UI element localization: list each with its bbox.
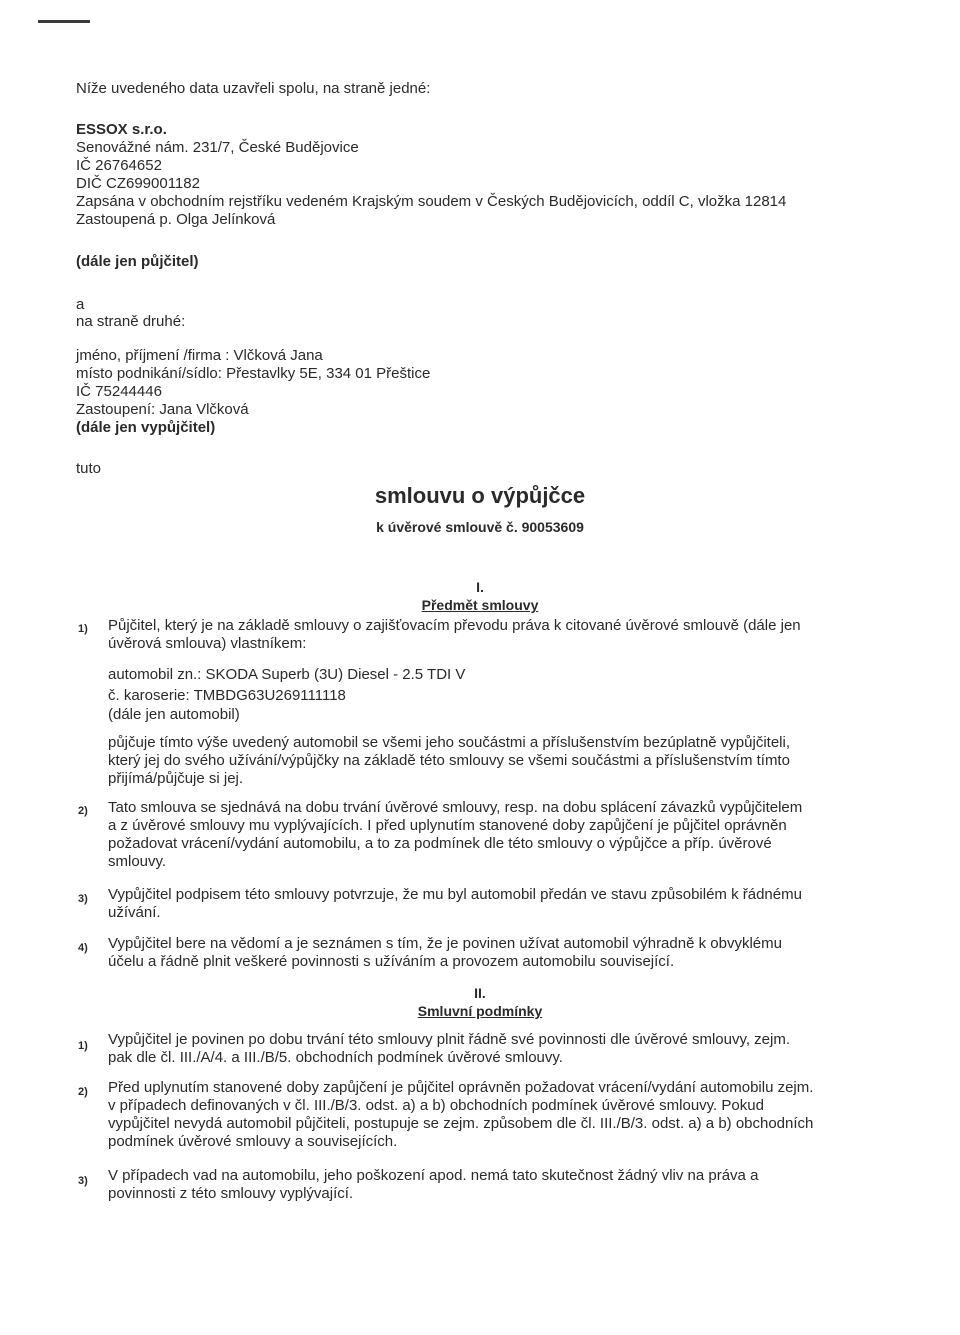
section-2-item-2-text [108, 1079, 868, 1151]
lender-ic: IČ 26764652 [76, 157, 162, 174]
text-line: Vypůjčitel je povinen po dobu trvání této smlouvy plnit řádně své povinnosti dle úvěrové smlouvy, zejm. [108, 1031, 791, 1048]
lend-text [108, 734, 868, 788]
borrower-role: (dále jen vypůjčitel) [76, 419, 216, 436]
section-2-heading: Smluvní podmínky [417, 1003, 543, 1019]
other-side-text: na straně druhé: [76, 313, 186, 330]
text-line: úvěrová smlouva) vlastníkem: [108, 635, 307, 652]
and-text: a [76, 296, 85, 313]
lender-role: (dále jen půjčitel) [76, 253, 199, 270]
section-2-item-1-number: 1) [78, 1040, 88, 1052]
section-1-item-3-number: 3) [78, 893, 88, 905]
scan-mark [38, 20, 90, 23]
section-2-item-2-number: 2) [78, 1086, 88, 1098]
car-role: (dále jen automobil) [108, 706, 240, 723]
text-line: podmínek úvěrové smlouvy a souvisejících. [108, 1133, 398, 1150]
text-line: Půjčitel, který je na základě smlouvy o zajišťovacím převodu práva k citované úvěrové smlouvě (dále jen [108, 617, 801, 634]
section-1-numeral: I. [476, 579, 484, 595]
car-vin: č. karoserie: TMBDG63U269111118 [108, 687, 346, 704]
lender-represented: Zastoupená p. Olga Jelínková [76, 211, 276, 228]
text-line: Vypůjčitel bere na vědomí a je seznámen s tím, že je povinen užívat automobil výhradně k obvyklému [108, 935, 782, 952]
text-line: Před uplynutím stanovené doby zapůjčení je půjčitel oprávněn požadovat vrácení/vydání automobilu zejm. [108, 1079, 814, 1096]
section-2-numeral: II. [474, 985, 486, 1001]
borrower-represented: Zastoupení: Jana Vlčková [76, 401, 249, 418]
text-line: přijímá/půjčuje si jej. [108, 770, 244, 787]
borrower-ic: IČ 75244446 [76, 383, 162, 400]
document-title: smlouvu o výpůjčce [374, 483, 586, 508]
section-1-item-1-number: 1) [78, 623, 88, 635]
section-1-item-2-text [108, 799, 868, 871]
section-1-item-4-text [108, 935, 868, 971]
section-1-item-4-number: 4) [78, 942, 88, 954]
text-line: pak dle čl. III./A/4. a III./B/5. obchodních podmínek úvěrové smlouvy. [108, 1049, 563, 1066]
car-model: automobil zn.: SKODA Superb (3U) Diesel - 2.5 TDI V [108, 666, 466, 683]
section-1-item-2-number: 2) [78, 805, 88, 817]
tuto-text: tuto [76, 460, 102, 477]
lender-register: Zapsána v obchodním rejstříku vedeném Krajským soudem v Českých Budějovicích, oddíl C, vložka 12814 [76, 193, 787, 210]
text-line: v případech definovaných v čl. III./B/3. odst. a) a b) obchodních podmínek úvěrové smlouvy. Pokud [108, 1097, 764, 1114]
text-line: a z úvěrové smlouvy mu vyplývajících. I před uplynutím stanovené doby zapůjčení je půjčitel oprávněn [108, 817, 787, 834]
section-1-heading: Předmět smlouvy [421, 597, 539, 613]
text-line: užívání. [108, 904, 161, 921]
text-line: Tato smlouva se sjednává na dobu trvání úvěrové smlouvy, resp. na dobu splácení závazků vypůjčitelem [108, 799, 803, 816]
text-line: V případech vad na automobilu, jeho poškození apod. nemá tato skutečnost žádný vliv na práva a [108, 1167, 759, 1184]
document-subtitle: k úvěrové smlouvě č. 90053609 [376, 519, 584, 535]
section-2-item-3-number: 3) [78, 1175, 88, 1187]
text-line: povinnosti z této smlouvy vyplývající. [108, 1185, 354, 1202]
borrower-name: jméno, příjmení /firma : Vlčková Jana [76, 347, 323, 364]
text-line: smlouvy. [108, 853, 167, 870]
text-line: půjčuje tímto výše uvedený automobil se všemi jeho součástmi a příslušenstvím bezúplatně vypůjčiteli, [108, 734, 790, 751]
borrower-address: místo podnikání/sídlo: Přestavlky 5E, 334 01 Přeštice [76, 365, 431, 382]
intro-text: Níže uvedeného data uzavřeli spolu, na straně jedné: [76, 80, 431, 97]
lender-address: Senovážné nám. 231/7, České Budějovice [76, 139, 359, 156]
section-1-item-3-text [108, 886, 868, 922]
text-line: který jej do svého užívání/výpůjčky na základě této smlouvy se všemi součástmi a příslušenstvím tímto [108, 752, 790, 769]
section-2-item-1-text [108, 1031, 868, 1067]
text-line: Vypůjčitel podpisem této smlouvy potvrzuje, že mu byl automobil předán ve stavu způsobilém k řádnému [108, 886, 802, 903]
section-1-item-1-text [108, 617, 868, 653]
text-line: vypůjčitel nevydá automobil půjčiteli, postupuje se zejm. způsobem dle čl. III./B/3. odst. a) a b) obchodních [108, 1115, 814, 1132]
text-line: účelu a řádně plnit veškeré povinnosti s užíváním a provozem automobilu související. [108, 953, 675, 970]
text-line: požadovat vrácení/vydání automobilu, a to za podmínek dle této smlouvy o výpůjčce a příp. úvěrové [108, 835, 772, 852]
lender-name: ESSOX s.r.o. [76, 121, 167, 138]
section-2-item-3-text [108, 1167, 868, 1203]
lender-dic: DIČ CZ699001182 [76, 175, 200, 192]
